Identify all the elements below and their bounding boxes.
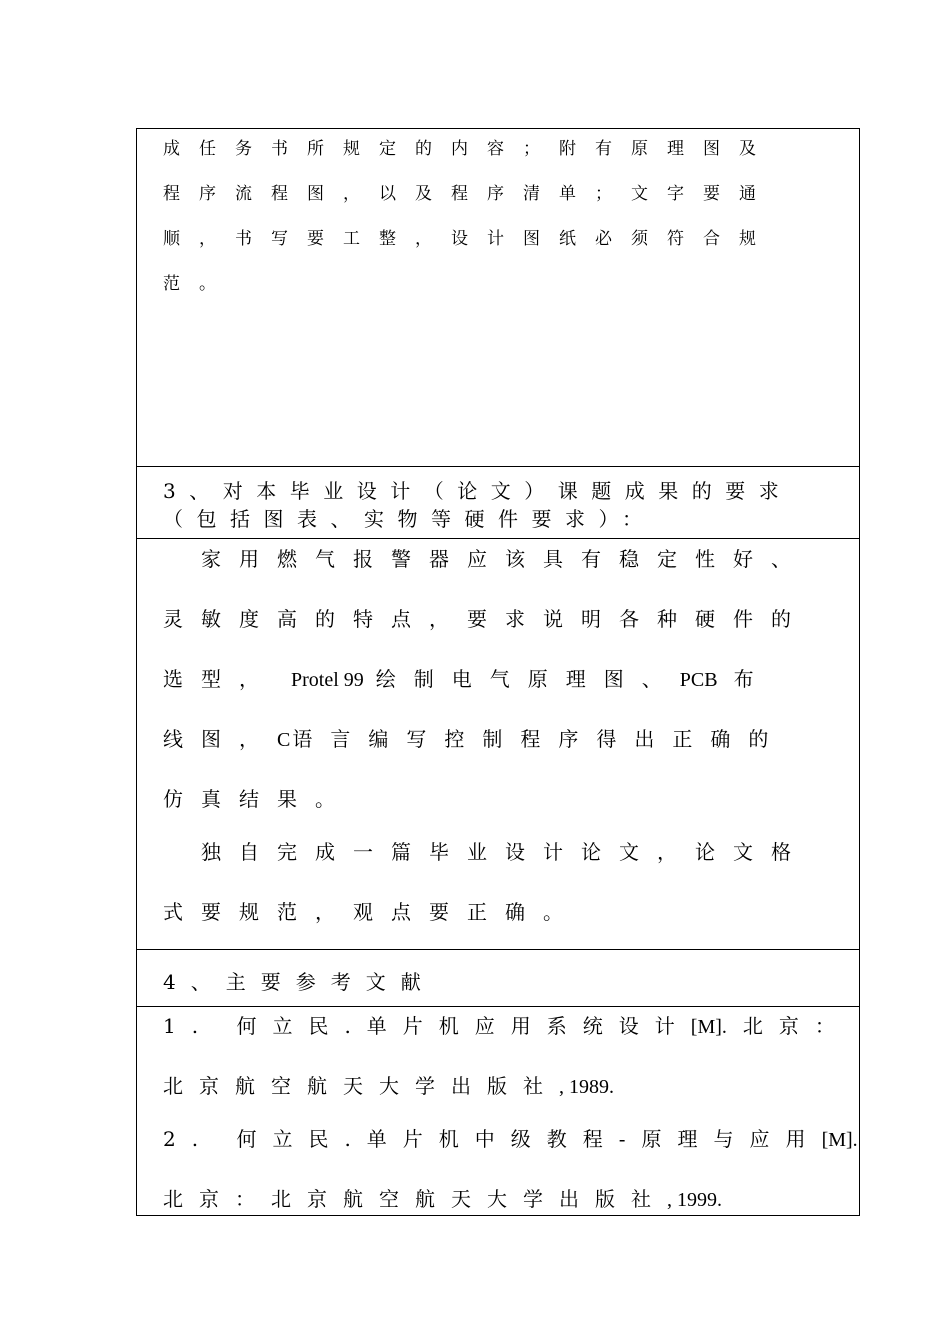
section3-body bbox=[137, 539, 859, 950]
section4-heading-text: 4、主要参考文献 bbox=[163, 970, 436, 994]
section3-heading-line2: （包括图表、实物等硬件要求）： bbox=[163, 507, 656, 531]
section2-body bbox=[137, 129, 859, 467]
reference-1-line2 bbox=[163, 1070, 614, 1099]
section3-line: 式要规范，观点要正确。 bbox=[163, 900, 581, 924]
section2-line: 程序流程图，以及程序清单；文字要通 bbox=[163, 184, 775, 204]
section3-heading-line1: 3、对本毕业设计（论文）课题成果的要求 bbox=[163, 479, 793, 503]
reference-tag: [M]. bbox=[821, 1129, 858, 1151]
protel-text: Protel 99 bbox=[291, 669, 364, 691]
text-segment: 绘制电气原理图、 bbox=[375, 667, 680, 691]
reference-text: 1. 何立民.单片机应用系统设计 bbox=[163, 1014, 691, 1038]
form-table bbox=[136, 128, 860, 1216]
reference-1-line1 bbox=[163, 1010, 851, 1039]
section3-line: 家用燃气报警器应该具有稳定性好、 bbox=[163, 547, 809, 571]
section2-line: 顺，书写要工整，设计图纸必须符合规 bbox=[163, 229, 775, 249]
reference-2-line2 bbox=[163, 1183, 722, 1212]
section3-line: 仿真结果。 bbox=[163, 787, 353, 811]
reference-text: 北京： bbox=[742, 1014, 851, 1038]
section2-line: 成任务书所规定的内容；附有原理图及 bbox=[163, 139, 775, 159]
reference-tag: [M]. bbox=[690, 1016, 727, 1038]
section2-line: 范。 bbox=[163, 274, 235, 294]
section3-line-mixed bbox=[163, 663, 772, 692]
text-segment: 选型， bbox=[163, 667, 277, 691]
reference-text: 北京航空航天大学出版社 bbox=[163, 1074, 559, 1098]
section3-line: 灵敏度高的特点，要求说明各种硬件的 bbox=[163, 607, 809, 631]
text-segment: 语言编写控制程序得出正确的 bbox=[292, 727, 787, 751]
reference-year: , 1999. bbox=[667, 1189, 722, 1211]
section3-line: 独自完成一篇毕业设计论文，论文格 bbox=[163, 840, 809, 864]
reference-2-line1 bbox=[163, 1123, 858, 1152]
section4-body bbox=[137, 1007, 859, 1215]
text-segment: 布 bbox=[733, 667, 772, 691]
section3-line-mixed bbox=[163, 723, 786, 752]
section3-heading bbox=[137, 467, 859, 539]
reference-text: 北京：北京航空航天大学出版社 bbox=[163, 1187, 667, 1211]
c-lang-text: C bbox=[277, 729, 291, 751]
text-segment: 线图， bbox=[163, 727, 277, 751]
reference-year: , 1989. bbox=[559, 1076, 614, 1098]
pcb-text: PCB bbox=[679, 669, 718, 691]
reference-text: 2. 何立民.单片机中级教程-原理与应用 bbox=[163, 1127, 822, 1151]
section4-heading bbox=[137, 950, 859, 1007]
